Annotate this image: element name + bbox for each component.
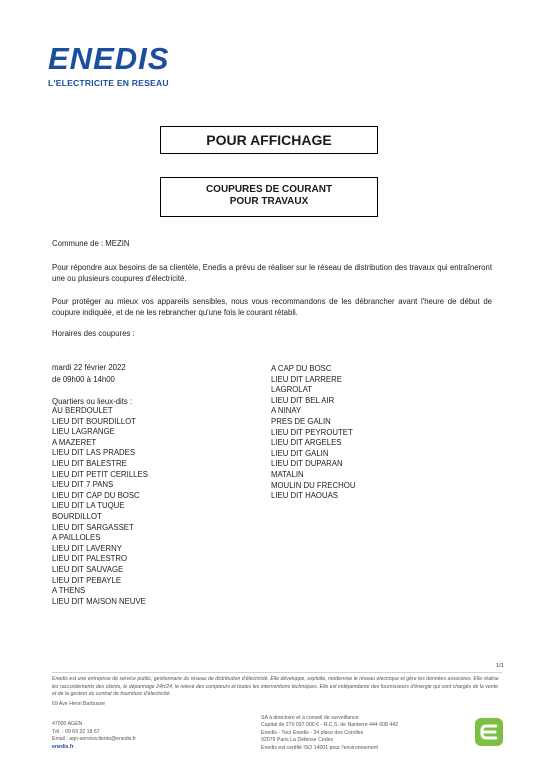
list-item: LIEU DIT SAUVAGE <box>52 564 124 574</box>
list-item: LIEU DIT MAISON NEUVE <box>52 596 146 606</box>
list-item: LIEU DIT BOURDILLOT <box>52 416 136 426</box>
list-item: AU BERDOULET <box>52 406 113 415</box>
footer-divider <box>52 672 502 673</box>
list-item: BOURDILLOT <box>52 511 102 521</box>
legal-line: SA à directoire et à conseil de surveillance <box>261 715 359 721</box>
enedis-emblem-icon <box>474 717 504 747</box>
footer-phone: Tél. : 09 69 32 18 67 <box>52 728 100 735</box>
list-item: LIEU DIT 7 PANS <box>52 480 114 490</box>
page-title: POUR AFFICHAGE <box>160 126 378 154</box>
list-item: LIEU DIT GALIN <box>271 448 329 458</box>
footer-address: 69 Ave Henri Barbusse <box>52 701 105 707</box>
list-item: A NINAY <box>271 406 302 416</box>
enedis-logo <box>48 41 188 88</box>
intro-paragraph: Pour répondre aux besoins de sa clientèle, Enedis a prévu de réaliser sur le réseau de distribution des travaux qui entraîneront une ou plusieurs coupures d'électricité. <box>52 263 492 283</box>
list-item: LIEU DIT BEL AIR <box>271 395 335 405</box>
locations-list-left <box>52 406 148 607</box>
list-item: LIEU DIT ARGELES <box>271 438 342 448</box>
notice-subtitle-line1: COUPURES DE COURANT <box>205 184 333 195</box>
list-item: LIEU DIT HAOUAS <box>271 491 339 501</box>
list-item: LIEU DIT LARRERE <box>271 374 342 384</box>
footer-website-link[interactable]: enedis.fr <box>52 743 74 750</box>
list-item: MATALIN <box>271 469 304 479</box>
list-item: LIEU DIT LA TUQUE <box>52 501 125 511</box>
page-number: 1/1 <box>496 663 504 669</box>
footer-city: 47000 AGEN <box>52 721 83 727</box>
list-item: MOULIN DU FRECHOU <box>271 480 356 490</box>
notice-subtitle-box <box>160 177 378 217</box>
outage-date: mardi 22 février 2022 <box>52 363 126 372</box>
footer-legal <box>261 715 398 752</box>
legal-line: Enedis est certifié ISO 14001 pour l'environnement <box>261 744 378 751</box>
list-item: LIEU DIT CAP DU BOSC <box>52 490 140 500</box>
horaires-label: Horaires des coupures : <box>52 329 135 338</box>
list-item: LIEU DIT SARGASSET <box>52 522 134 532</box>
notice-subtitle-line2: POUR TRAVAUX <box>229 196 309 207</box>
footer-description: Enedis est une entreprise de service public, gestionnaire du réseau de distribution d'électricité. Elle développe, exploite, modernise le réseau électrique et gère les données associées. Elle réalise les raccordements des clients, le dépannage 24h/24, le relevé des compteurs et toutes les interventions techniques. Elle est indépendante des fournisseurs d'énergie qui sont chargés de la vente et de la gestion du contrat de fourniture d'électricité. <box>52 676 499 698</box>
commune-label: Commune de : MEZIN <box>52 239 130 248</box>
list-item: LIEU DIT BALESTRE <box>52 458 127 468</box>
list-item: A PAILLOLES <box>52 533 101 543</box>
list-item: LIEU DIT LAS PRADES <box>52 448 136 458</box>
list-item: LIEU DIT DUPARAN <box>271 459 343 469</box>
quartiers-label: Quartiers ou lieux-dits : <box>52 397 133 406</box>
legal-line: Enedis - Tour Enedis - 34 place des Corolles <box>261 729 364 736</box>
list-item: LIEU DIT PETIT CERILLES <box>52 469 148 479</box>
list-item: LAGROLAT <box>271 385 313 395</box>
list-item: A CAP DU BOSC <box>271 364 332 373</box>
list-item: LIEU DIT PALESTRO <box>52 554 128 564</box>
logo-tagline: L'ELECTRICITE EN RESEAU <box>48 78 169 88</box>
legal-line: Capital de 270 037 000 € - R.C.S. de Nanterre 444 608 442 <box>261 722 398 729</box>
footer-contact <box>52 721 136 751</box>
list-item: LIEU DIT PEBAYLE <box>52 575 122 585</box>
list-item: PRES DE GALIN <box>271 416 331 426</box>
locations-list-right <box>271 364 355 502</box>
list-item: A THENS <box>52 586 86 596</box>
list-item: LIEU LAGRANGE <box>52 427 115 437</box>
list-item: A MAZERET <box>52 437 97 447</box>
outage-time: de 09h00 à 14h00 <box>52 375 115 384</box>
advice-paragraph: Pour protéger au mieux vos appareils sensibles, nous vous recommandons de les débrancher avant l'heure de début de coupure indiquée, et de ne les rebrancher qu'une fois le courant rétabli. <box>52 297 492 317</box>
legal-line: 92079 Paris La Défense Cedex <box>261 737 334 744</box>
footer-email[interactable]: Email : aqn-serviceclients@enedis.fr <box>52 736 136 743</box>
list-item: LIEU DIT LAVERNY <box>52 543 122 553</box>
logo-wordmark: ENEDIS <box>48 41 170 76</box>
list-item: LIEU DIT PEYROUTET <box>271 427 353 437</box>
